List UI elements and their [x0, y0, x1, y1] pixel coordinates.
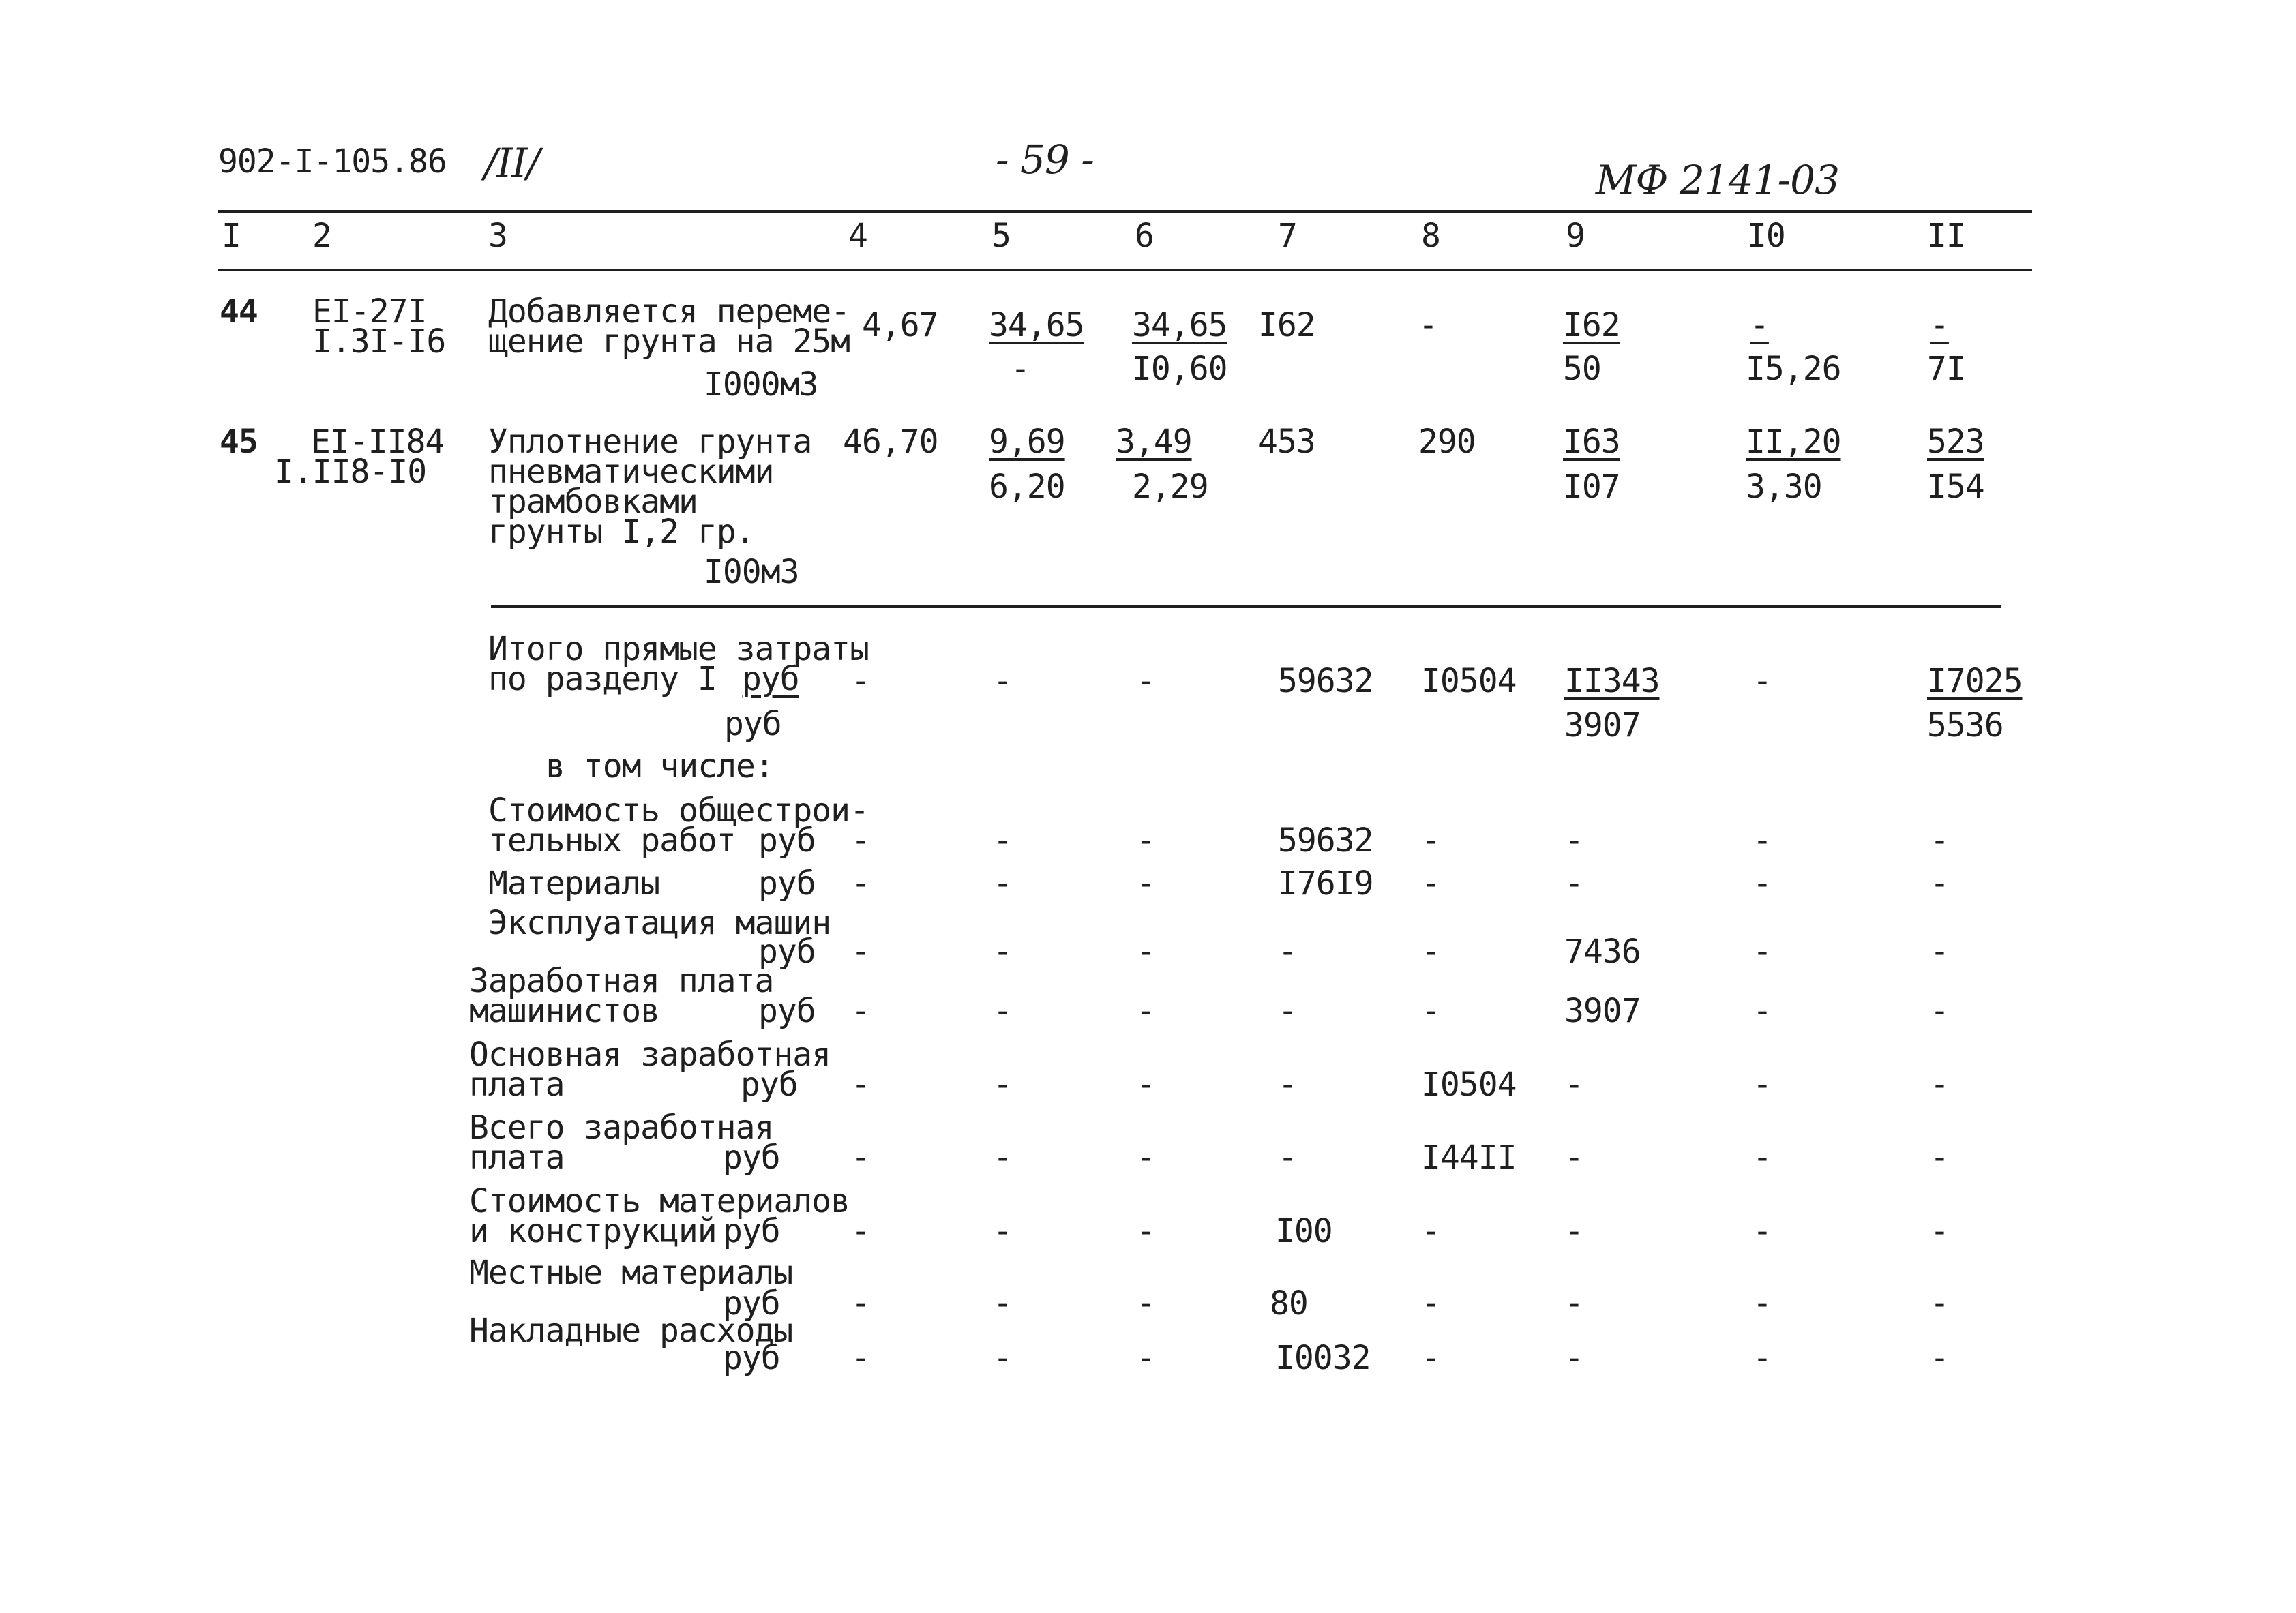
summary-7-col7: I00 [1275, 1212, 1332, 1250]
row-44-col9-bot: 50 [1563, 350, 1601, 388]
summary-8-col7: 80 [1270, 1284, 1308, 1323]
totals-label-2: по разделу I [488, 660, 717, 698]
totals-col4: - [851, 662, 870, 700]
summary-6-col6: - [1136, 1139, 1155, 1177]
summary-1-unit: руб [758, 821, 816, 860]
summary-4-col7: - [1278, 992, 1297, 1030]
summary-9-col4: - [851, 1339, 870, 1377]
summary-2-col8: - [1421, 864, 1440, 903]
row-44-number: 44 [220, 292, 258, 331]
summary-1-col10: - [1753, 821, 1772, 860]
summary-8-col4: - [851, 1284, 870, 1323]
row-45-col10-bot: 3,30 [1746, 468, 1822, 506]
summary-5-unit: руб [741, 1066, 798, 1104]
row-44-desc-1: Добавляется переме- [488, 292, 850, 331]
row-45-desc-2: пневматическими [488, 453, 774, 491]
summary-5-col11: - [1930, 1066, 1949, 1104]
summary-3-col6: - [1136, 933, 1155, 971]
section-divider [491, 605, 2001, 608]
row-45-col4: 46,70 [843, 423, 938, 461]
summary-9-unit: руб [723, 1339, 780, 1377]
summary-7-col6: - [1136, 1212, 1155, 1250]
summary-7-col8: - [1421, 1212, 1440, 1250]
summary-7-label-2: и конструкций [469, 1212, 717, 1250]
row-44-col4: 4,67 [862, 306, 938, 344]
summary-2-col4: - [851, 864, 870, 903]
summary-3-col7: - [1278, 933, 1297, 971]
summary-8-col9: - [1564, 1284, 1583, 1323]
summary-3-label-1: Эксплуатация машин [488, 904, 831, 942]
summary-4-col4: - [851, 992, 870, 1030]
row-45-col11-bot: I54 [1927, 468, 1984, 506]
including-label: в том числе: [546, 747, 774, 785]
summary-8-col11: - [1930, 1284, 1949, 1323]
summary-1-col9: - [1564, 821, 1583, 860]
summary-9-col11: - [1930, 1339, 1949, 1377]
summary-5-col9: - [1564, 1066, 1583, 1104]
summary-6-col7: - [1278, 1139, 1297, 1177]
row-45-unit: I00м3 [704, 553, 799, 591]
summary-4-col5: - [993, 992, 1012, 1030]
row-44-col11-top: - [1930, 306, 1949, 344]
row-44-desc-2: щение грунта на 25м [488, 322, 850, 361]
totals-col11-top: I7025 [1927, 662, 2023, 700]
row-44-col8: - [1418, 306, 1437, 344]
summary-7-unit: руб [723, 1212, 780, 1250]
row-45-col9-top: I63 [1563, 423, 1620, 461]
summary-4-unit: руб [758, 992, 816, 1030]
summary-6-col10: - [1753, 1139, 1772, 1177]
summary-8-col6: - [1136, 1284, 1155, 1323]
row-45-col6-bot: 2,29 [1132, 468, 1208, 506]
summary-5-col10: - [1753, 1066, 1772, 1104]
summary-4-col9: 3907 [1564, 992, 1641, 1030]
summary-9-col9: - [1564, 1339, 1583, 1377]
summary-3-col11: - [1930, 933, 1949, 971]
row-44-col9-top: I62 [1563, 306, 1620, 344]
summary-2-col5: - [993, 864, 1012, 903]
row-45-col7: 453 [1258, 423, 1315, 461]
summary-7-col5: - [993, 1212, 1012, 1250]
row-45-col8: 290 [1418, 423, 1476, 461]
summary-1-label-1: Стоимость общестрои- [488, 792, 869, 830]
summary-1-label-2: тельных работ [488, 821, 736, 860]
row-45-desc-1: Уплотнение грунта [488, 423, 812, 461]
col-header-3: 3 [488, 217, 507, 255]
row-44-unit: I000м3 [704, 365, 818, 404]
row-45-col6-top: 3,49 [1116, 423, 1192, 461]
row-45-desc-4: грунты I,2 гр. [488, 513, 755, 551]
summary-7-label-1: Стоимость материалов [469, 1182, 850, 1220]
col-header-7: 7 [1278, 217, 1297, 255]
col-header-8: 8 [1421, 217, 1440, 255]
summary-8-label-1: Местные материалы [469, 1254, 793, 1292]
summary-2-label-1: Материалы [488, 864, 660, 903]
summary-8-col10: - [1753, 1284, 1772, 1323]
row-44-col10-top: - [1750, 306, 1769, 344]
summary-9-col6: - [1136, 1339, 1155, 1377]
summary-6-col8: I44II [1421, 1139, 1517, 1177]
summary-2-col9: - [1564, 864, 1583, 903]
summary-1-col6: - [1136, 821, 1155, 860]
summary-2-col10: - [1753, 864, 1772, 903]
row-44-col5-top: 34,65 [989, 306, 1084, 344]
summary-4-label-2: машинистов [469, 992, 659, 1030]
col-header-5: 5 [992, 217, 1011, 255]
summary-9-col10: - [1753, 1339, 1772, 1377]
row-44-col6-top: 34,65 [1132, 306, 1227, 344]
header-rule-top [218, 210, 2032, 213]
summary-6-unit: руб [723, 1139, 780, 1177]
row-45-col10-top: II,20 [1746, 423, 1841, 461]
summary-5-col6: - [1136, 1066, 1155, 1104]
summary-3-col5: - [993, 933, 1012, 971]
summary-7-col4: - [851, 1212, 870, 1250]
summary-3-unit: руб [758, 933, 816, 971]
row-45-code-1: EI-II84 [311, 423, 445, 461]
summary-5-label-1: Основная заработная [469, 1036, 831, 1074]
col-header-9: 9 [1566, 217, 1585, 255]
summary-3-col9: 7436 [1564, 933, 1641, 971]
summary-7-col11: - [1930, 1212, 1949, 1250]
totals-col8: I0504 [1421, 662, 1517, 700]
summary-3-col4: - [851, 933, 870, 971]
summary-6-label-1: Всего заработная [469, 1109, 774, 1147]
totals-col6: - [1136, 662, 1155, 700]
col-header-11: II [1927, 217, 1965, 255]
totals-col7: 59632 [1278, 662, 1373, 700]
summary-7-col10: - [1753, 1212, 1772, 1250]
summary-7-col9: - [1564, 1212, 1583, 1250]
header-rule-bottom [218, 269, 2032, 271]
row-45-desc-3: трамбовками [488, 483, 698, 521]
row-44-col5-bot: - [1011, 350, 1030, 388]
summary-9-label-1: Накладные расходы [469, 1312, 793, 1350]
summary-5-label-2: плата [469, 1066, 565, 1104]
summary-2-col6: - [1136, 864, 1155, 903]
row-44-code-1: EI-27I [312, 292, 427, 331]
summary-8-unit: руб [723, 1284, 780, 1323]
summary-6-col9: - [1564, 1139, 1583, 1177]
page-number: - 59 - [996, 136, 1094, 183]
col-header-4: 4 [848, 217, 867, 255]
col-header-10: I0 [1747, 217, 1785, 255]
totals-col5: - [993, 662, 1012, 700]
summary-1-col4: - [851, 821, 870, 860]
row-44-col10-bot: I5,26 [1746, 350, 1841, 388]
summary-2-unit: руб [758, 864, 816, 903]
row-44-code-2: I.3I-I6 [312, 322, 446, 361]
row-45-col5-top: 9,69 [989, 423, 1065, 461]
summary-9-col8: - [1421, 1339, 1440, 1377]
summary-4-label-1: Заработная плата [469, 962, 774, 1000]
summary-3-col8: - [1421, 933, 1440, 971]
totals-col11-bot: 5536 [1927, 706, 2003, 744]
summary-1-col5: - [993, 821, 1012, 860]
summary-6-col5: - [993, 1139, 1012, 1177]
totals-label-1: Итого прямые затраты [488, 630, 869, 668]
summary-5-col5: - [993, 1066, 1012, 1104]
summary-8-col5: - [993, 1284, 1012, 1323]
summary-3-col10: - [1753, 933, 1772, 971]
row-44-col6-bot: I0,60 [1132, 350, 1227, 388]
summary-2-col7: I76I9 [1278, 864, 1373, 903]
summary-2-col11: - [1930, 864, 1949, 903]
summary-6-label-2: плата [469, 1139, 565, 1177]
registration-code: МФ 2141-03 [1596, 157, 1839, 203]
summary-4-col6: - [1136, 992, 1155, 1030]
col-header-2: 2 [312, 217, 331, 255]
row-45-col5-bot: 6,20 [989, 468, 1065, 506]
col-header-1: I [222, 217, 241, 255]
summary-4-col11: - [1930, 992, 1949, 1030]
summary-6-col11: - [1930, 1139, 1949, 1177]
summary-4-col8: - [1421, 992, 1440, 1030]
row-45-number: 45 [220, 423, 258, 461]
summary-4-col10: - [1753, 992, 1772, 1030]
row-44-col7: I62 [1258, 306, 1315, 344]
row-45-col9-bot: I07 [1563, 468, 1620, 506]
row-45-col11-top: 523 [1927, 423, 1984, 461]
summary-9-col5: - [993, 1339, 1012, 1377]
doc-code: 902-I-105.86 [218, 142, 447, 181]
section-code: /II/ [484, 140, 539, 186]
summary-5-col8: I0504 [1421, 1066, 1517, 1104]
summary-5-col4: - [851, 1066, 870, 1104]
row-44-col11-bot: 7I [1927, 350, 1965, 388]
totals-col9-top: II343 [1564, 662, 1660, 700]
summary-8-col8: - [1421, 1284, 1440, 1323]
row-45-code-2: I.II8-I0 [274, 453, 427, 491]
summary-1-col11: - [1930, 821, 1949, 860]
totals-unit-bot: руб [724, 705, 781, 743]
summary-1-col7: 59632 [1278, 821, 1373, 860]
totals-col10: - [1753, 662, 1772, 700]
summary-5-col7: - [1278, 1066, 1297, 1104]
totals-unit-top: руб [742, 660, 799, 698]
totals-col9-bot: 3907 [1564, 706, 1641, 744]
col-header-6: 6 [1135, 217, 1154, 255]
summary-1-col8: - [1421, 821, 1440, 860]
summary-6-col4: - [851, 1139, 870, 1177]
summary-9-col7: I0032 [1275, 1339, 1371, 1377]
